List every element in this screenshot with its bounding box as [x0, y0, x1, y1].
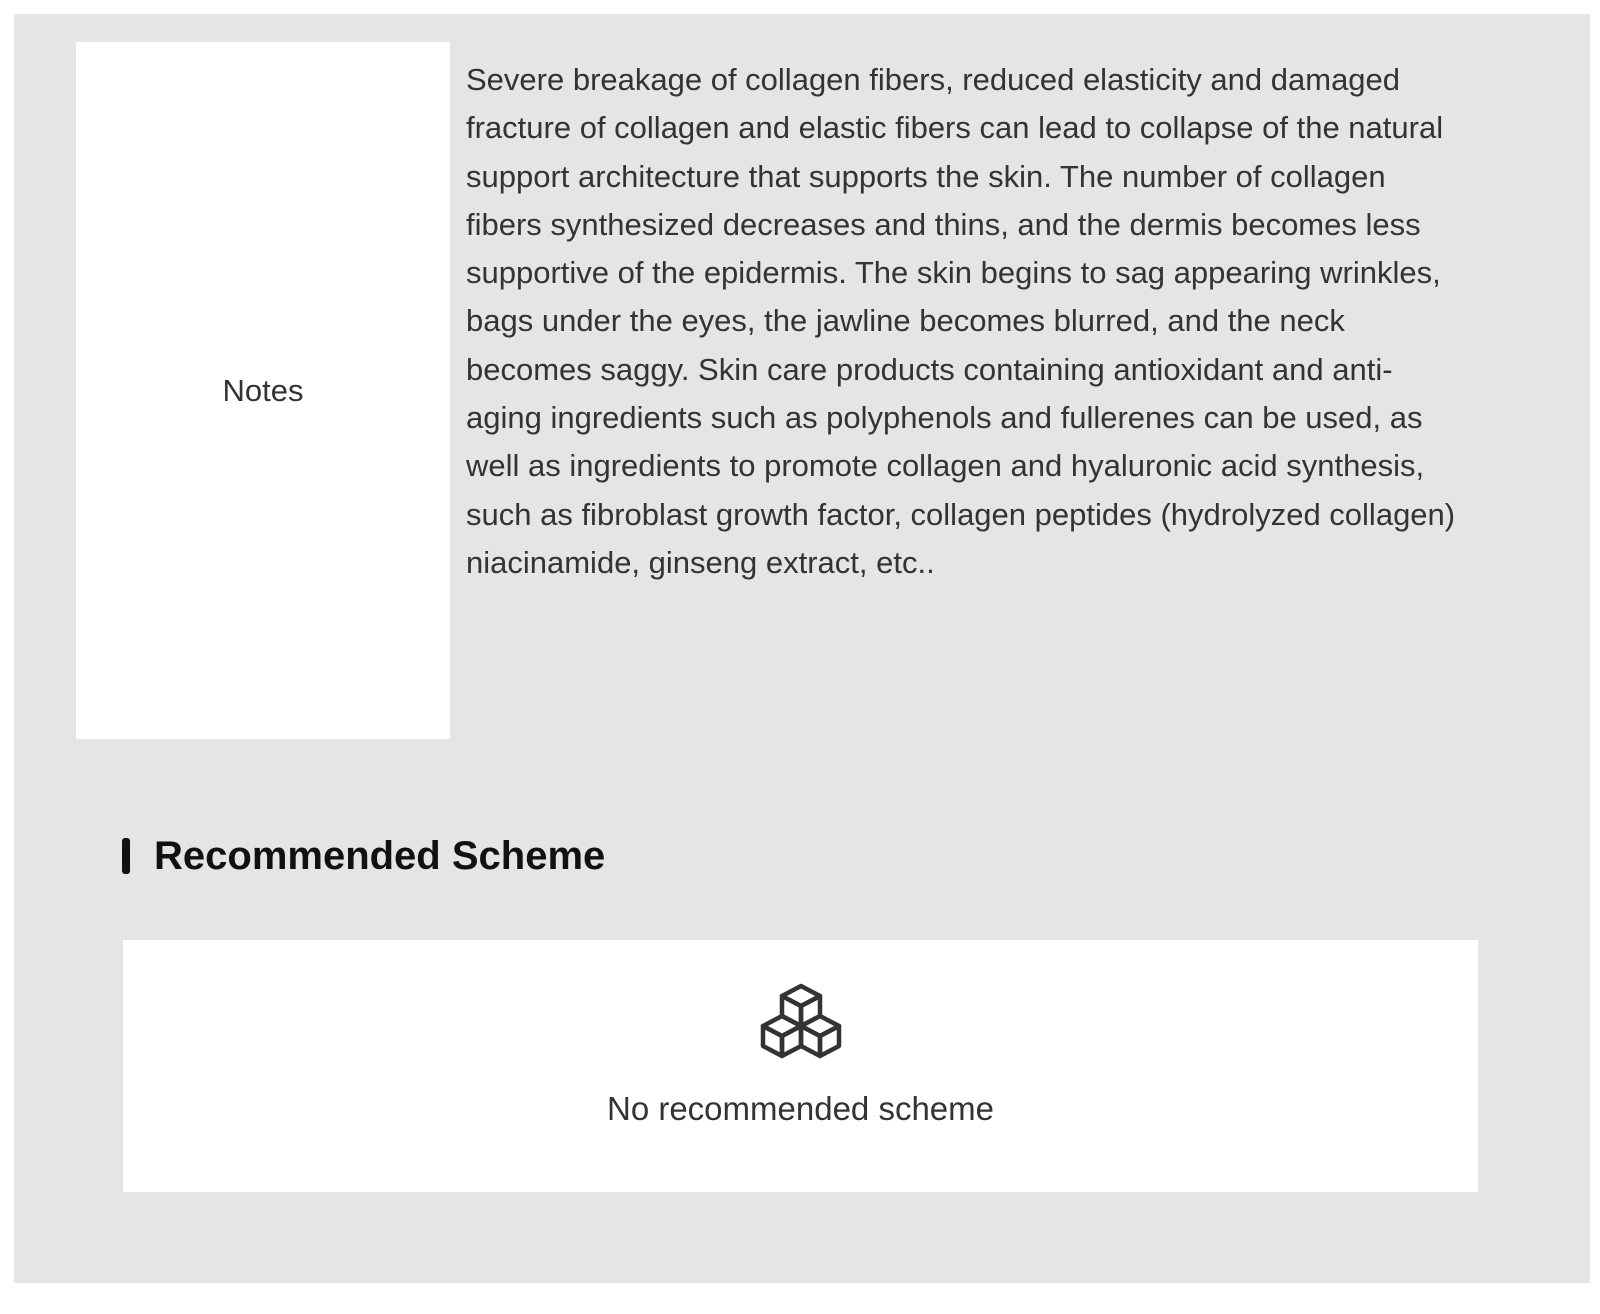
recommended-empty-state	[123, 940, 1478, 1192]
notes-text: Severe breakage of collagen fibers, reduced elasticity and damaged fracture of collagen and elastic fibers can lead to collapse of the natural support architecture that supports the skin. The number of collagen fibers synthesized decreases and thins, and the dermis becomes less supportive of the epidermis. The skin begins to sag appearing wrinkles, bags under the eyes, the jawline becomes blurred, and the neck becomes saggy. Skin care products containing antioxidant and anti-aging ingredients such as polyphenols and fullerenes can be used, as well as ingredients to promote collagen and hyaluronic acid synthesis, such as fibroblast growth factor, collagen peptides (hydrolyzed collagen) niacinamide, ginseng extract, etc..	[466, 62, 1456, 580]
empty-state-text: No recommended scheme	[606, 1090, 994, 1127]
notes-label-cell	[76, 42, 450, 739]
notes-label: Notes	[222, 372, 304, 408]
report-panel	[14, 14, 1590, 1283]
cubes-icon	[753, 982, 849, 1078]
recommended-section-header	[122, 834, 605, 878]
section-marker-bar	[122, 838, 130, 874]
recommended-section-title: Recommended Scheme	[154, 833, 606, 878]
